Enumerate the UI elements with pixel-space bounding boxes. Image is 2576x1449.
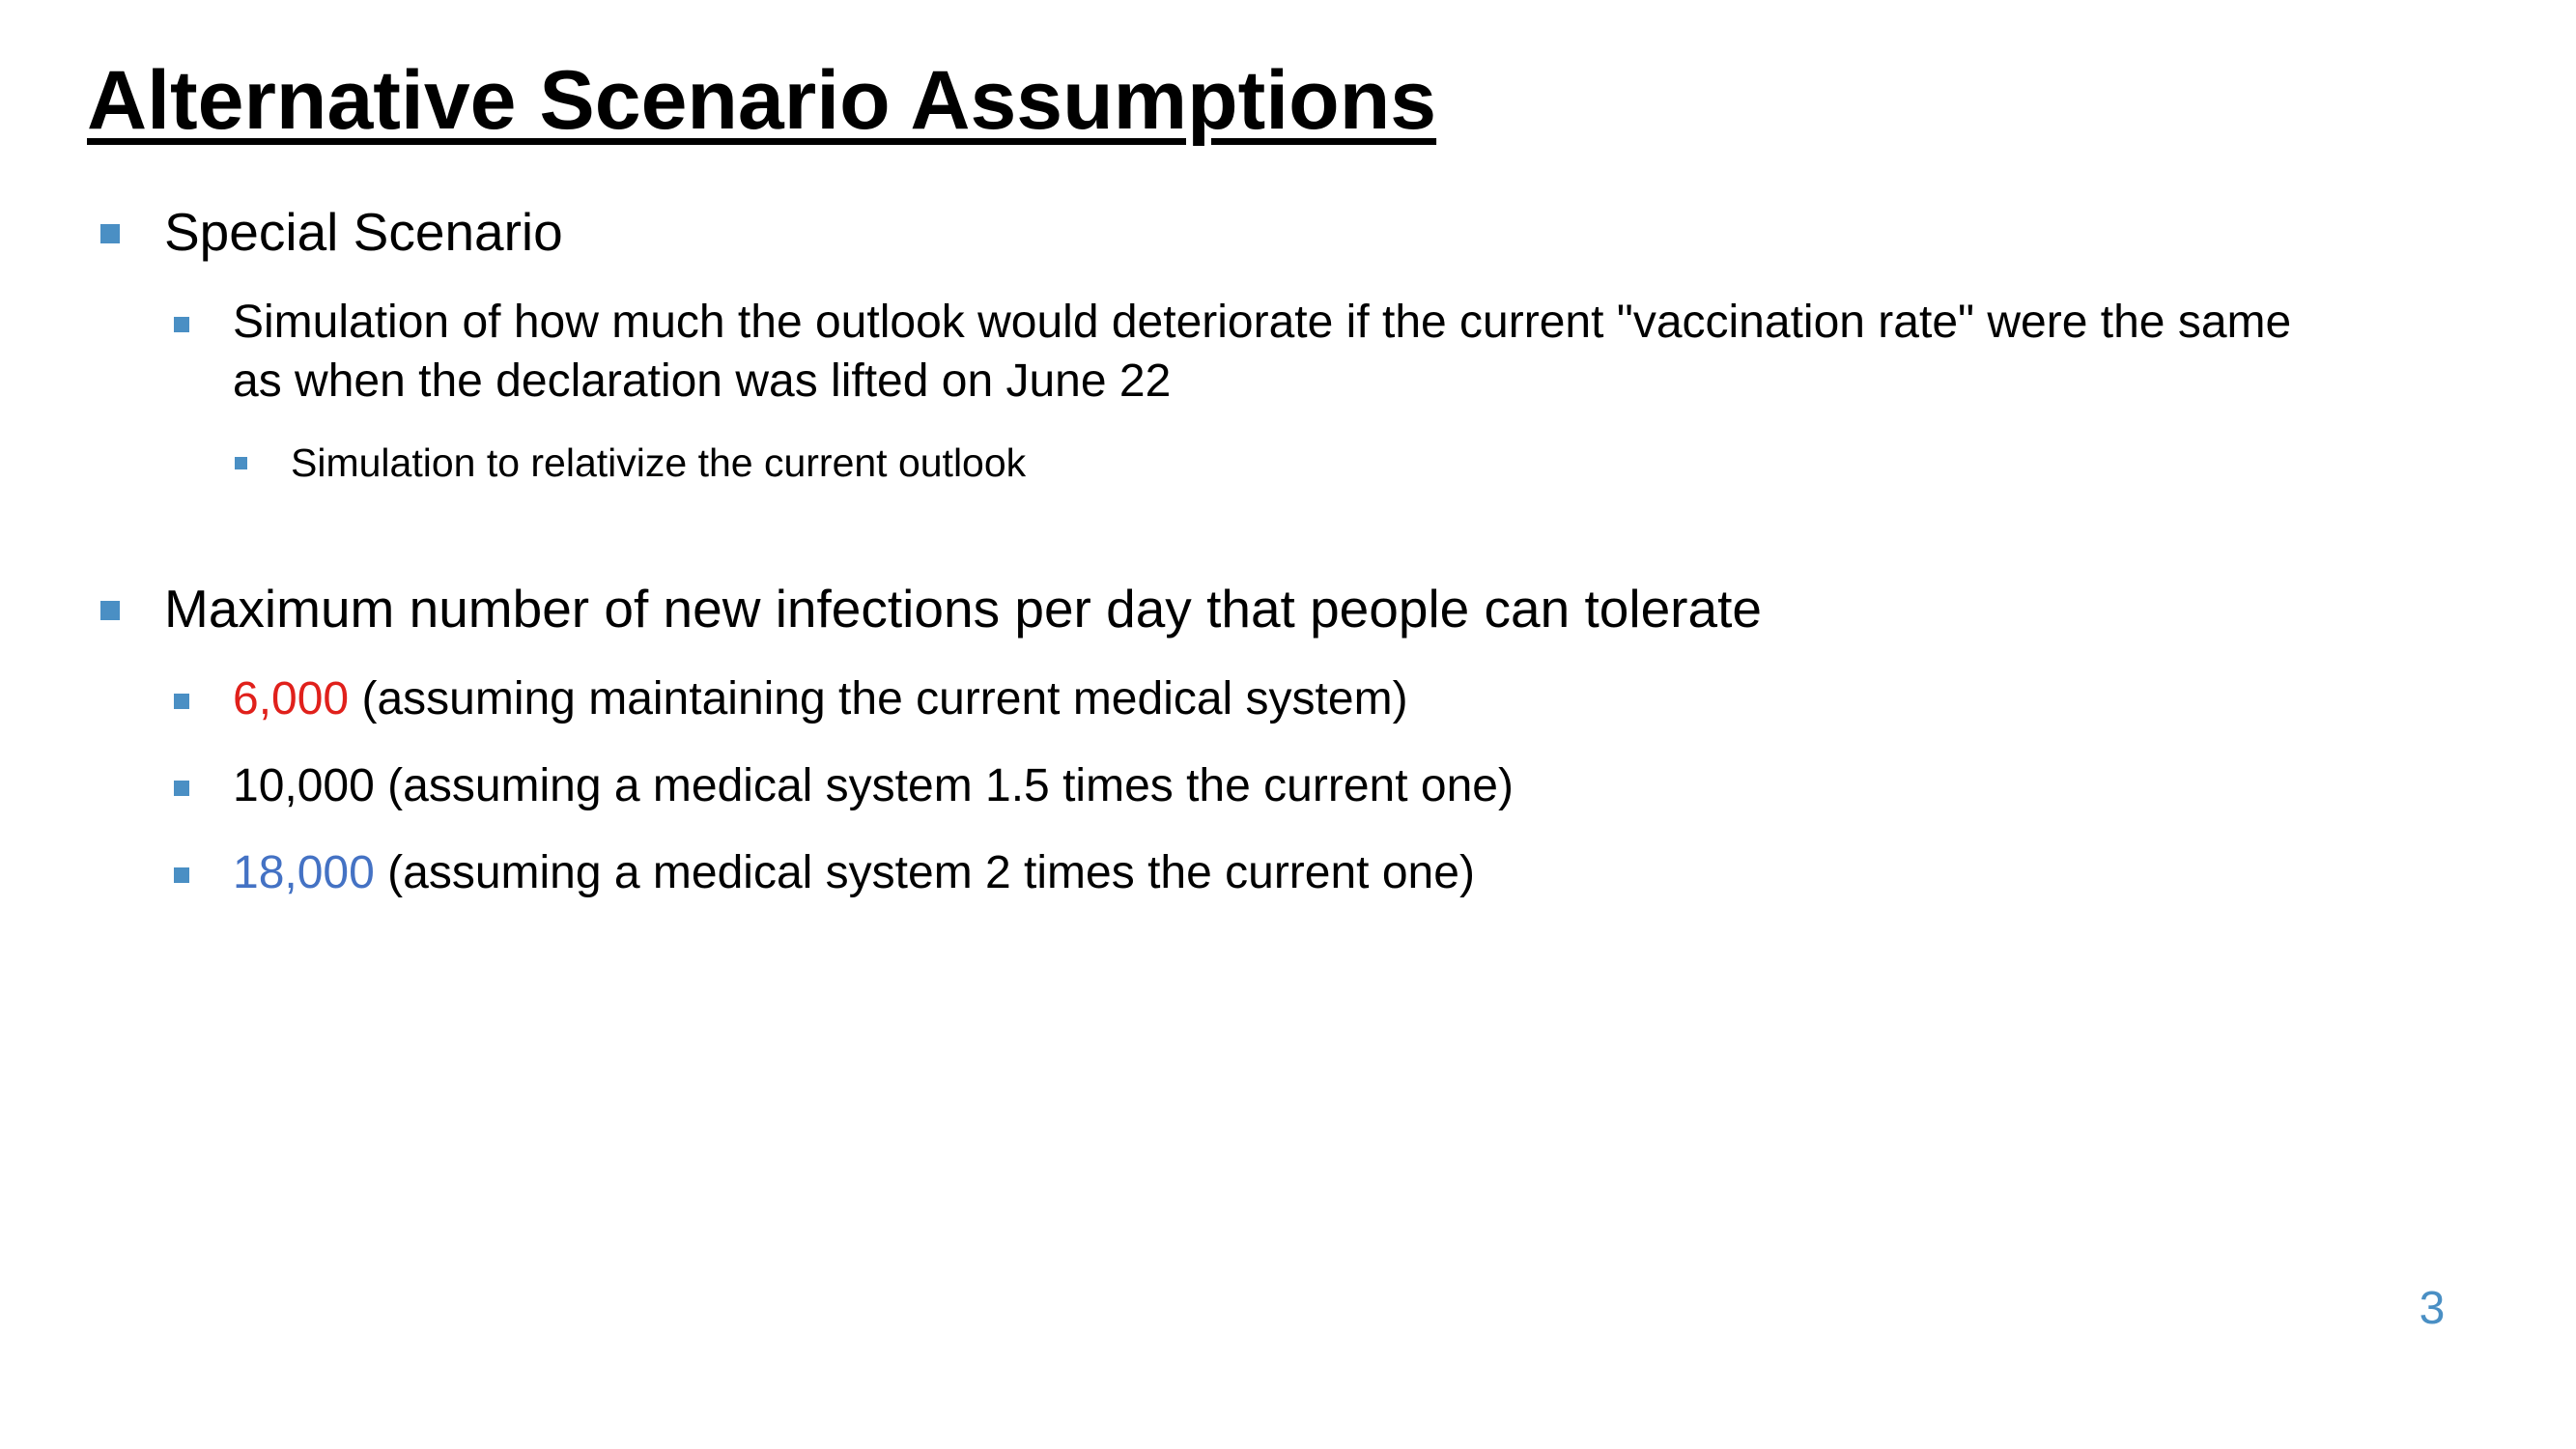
bullet-square-icon <box>174 694 189 709</box>
simulation-description-line-1: Simulation of how much the outlook would deteriorate if the current "vaccination rate" were the same <box>233 297 2292 348</box>
tolerance-description: (assuming a medical system 1.5 times the current one) <box>374 760 1514 811</box>
bullet-square-icon <box>174 781 189 796</box>
tolerance-value: 18,000 <box>233 847 375 898</box>
tolerance-value: 10,000 <box>233 760 375 811</box>
bullet-square-icon <box>100 601 120 620</box>
section-heading-max-infections: Maximum number of new infections per day that people can tolerate <box>164 579 1762 639</box>
section-heading-special-scenario: Special Scenario <box>164 202 563 262</box>
tolerance-item-current-system <box>233 671 1408 727</box>
page-number: 3 <box>2419 1283 2446 1334</box>
tolerance-item-2x-system <box>233 845 1475 901</box>
tolerance-item-1-5x-system <box>233 758 1514 814</box>
bullet-square-icon <box>100 224 120 243</box>
tolerance-value: 6,000 <box>233 673 350 724</box>
bullet-square-icon <box>235 457 247 469</box>
simulation-subitem: Simulation to relativize the current outlook <box>291 440 1027 485</box>
bullet-square-icon <box>174 867 189 883</box>
slide-title: Alternative Scenario Assumptions <box>87 54 1437 147</box>
tolerance-description: (assuming maintaining the current medical system) <box>349 673 1408 724</box>
simulation-description-line-2: as when the declaration was lifted on June 22 <box>233 355 1172 407</box>
tolerance-description: (assuming a medical system 2 times the current one) <box>374 847 1475 898</box>
bullet-square-icon <box>174 317 189 332</box>
